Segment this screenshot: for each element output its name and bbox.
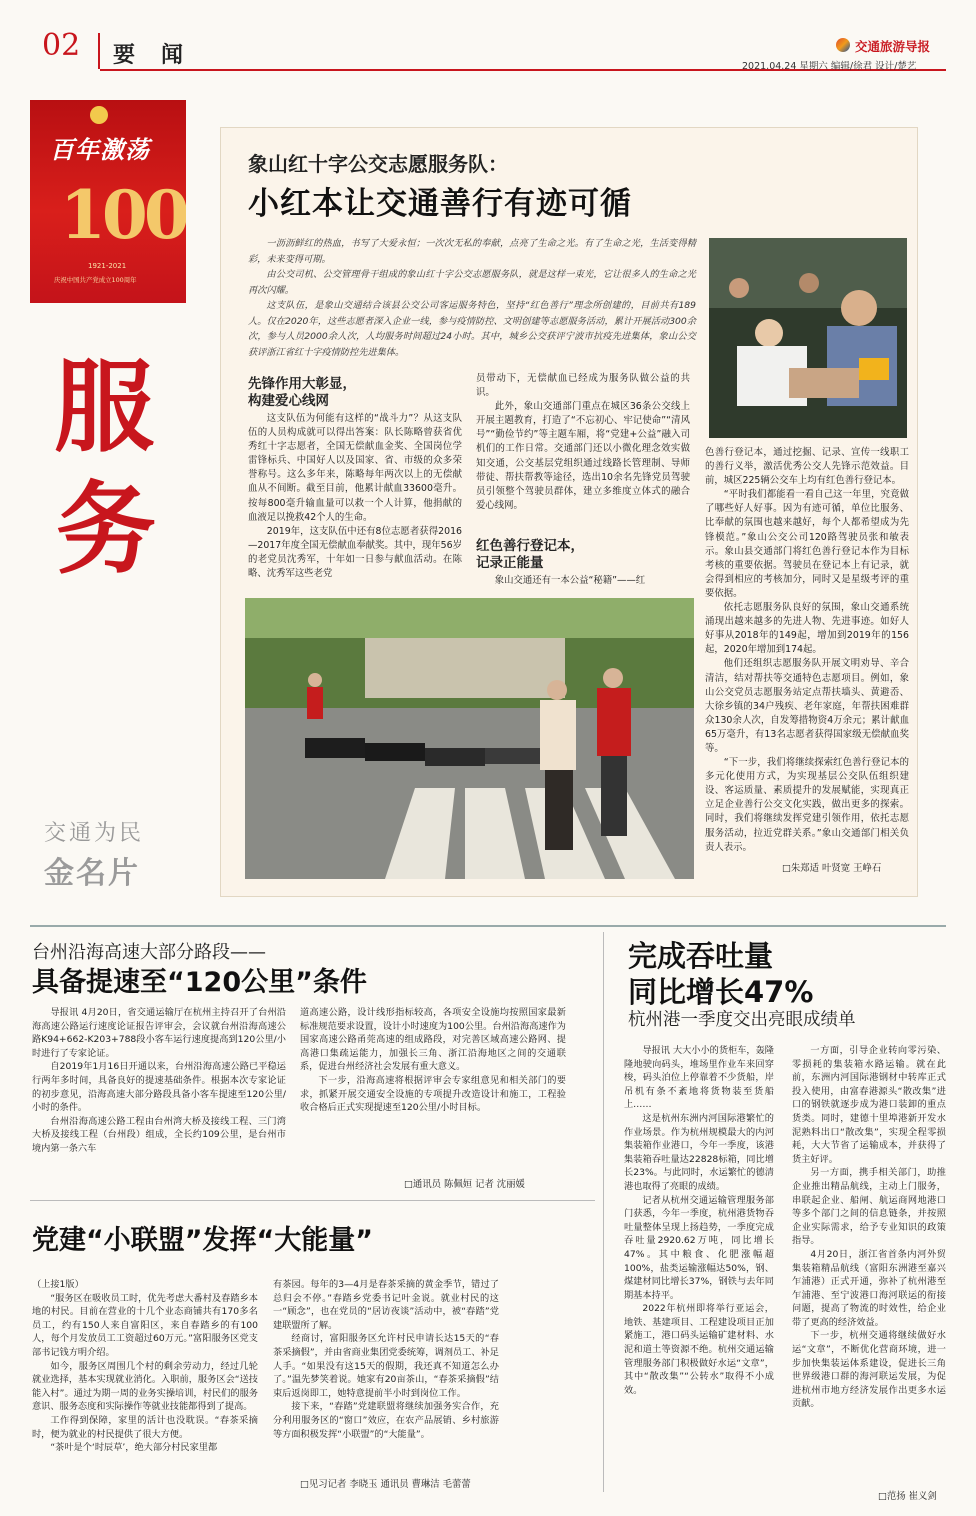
body-paragraph: “下一步，我们将继续探索红色善行登记本的多元化使用方式，为实现基层公交队伍组织建设、客运质量、素质提升的发展赋能，实现真正立足企业善行公交文化实践，做出更多的探索。同时，我们将继续发挥党建引领作用，依托志愿服务活动，拉近党群关系。”象山交通部门相关负责人表示。 xyxy=(705,757,909,853)
article3-column-2 xyxy=(273,1278,499,1441)
subhead-line: 记录正能量 xyxy=(476,555,544,571)
body-paragraph: 此外，象山交通部门重点在城区36条公交线上开展主题教育，打造了“不忘初心、牢记使命”“清风号”“勤俭节约”等主题车厢，将“党建+公益”融入司机们的工作日常。交通部门还以小微化理念效实做知交通，公交基层党组织通过线路长管理制、导师带徒、帮扶帮教等途径，选出10余名先锋党员驾驶员引领整个驾驶员群体，建立多维度立体式的融合爱心线网。 xyxy=(476,401,690,511)
photo-blood-donation xyxy=(709,238,907,438)
body-paragraph: 下一步，杭州交通将继续做好水运“文章”，不断优化营商环境，进一步加快集装运体系建设，促进长三角世界级港口群的海河联运发展，为促进杭州市地方经济发展作出更多水运贡献。 xyxy=(792,1330,946,1410)
body-paragraph: 另一方面，携手相关部门，助推企业推出精品航线，主动上门服务，串联起企业、船闸、航运商网地港口等多个部门之间的信息链条，并按照企业实际需求，给予专业知识的政策指导。 xyxy=(792,1167,946,1247)
body-paragraph: 2022年杭州即将举行亚运会，地铁、基建项目、工程建设项目正加紧施工，港口码头运输矿建材料、水泥和道土等资源不绝。杭州交通运输管理服务部门积极做好水运“文章”，其中“散改集”“公转水”取得不小成效。 xyxy=(624,1303,774,1396)
banner-caption: 庆祝中国共产党成立100周年 xyxy=(54,276,137,284)
body-paragraph: 道高速公路，设计线形指标较高，各项安全设施均按照国家最新标准规范要求设置，设计小时速度为100公里。台州沿海高速作为国家高速公路甬莞高速的组成路段，对完善区域高速公路网、提高港口集疏运能力，加强长三角、浙江沿海地区之间的交通联系，促进台州经济社会发展有重大意义。 xyxy=(300,1007,566,1073)
feature-byline: □朱郑适 叶贤宽 王峥石 xyxy=(782,863,882,874)
article4-byline: □范扬 崔义剑 xyxy=(878,1491,937,1502)
article-divider xyxy=(30,1200,595,1201)
dateline: 2021.04.24 星期六 编辑/徐君 设计/楚艺 xyxy=(742,61,917,72)
feature-lead xyxy=(248,236,696,360)
article2-column-1 xyxy=(32,1006,286,1156)
banner-number-100: 100 xyxy=(60,176,186,254)
body-paragraph: 色善行登记本，通过挖掘、记录、宣传一线职工的善行义举，激活优秀公交人先锋示范效益。目前，城区225辆公交车上均有红色善行登记本。 xyxy=(705,447,909,487)
feature-headline: 小红本让交通善行有迹可循 xyxy=(248,186,632,222)
section-title: 要 闻 xyxy=(113,43,186,68)
body-paragraph: “服务区在吸收员工时，优先考虑大番村及春踏乡本地的村民。目前在营业的十几个业态商铺共有170多名员工，约有150人来自富阳区，来自春踏乡的有100人，每个月发放员工工资超过60万元。”富阳服务区党支部书记钱方明介绍。 xyxy=(32,1292,258,1358)
column-tag-line-2: 金名片 xyxy=(44,856,140,891)
body-paragraph: 工作得到保障，家里的活计也没耽误。“春茶采摘时，便为就业的村民提供了很大方便。 xyxy=(32,1414,258,1440)
brand-name: 交通旅游导报 xyxy=(855,39,931,54)
body-paragraph: 员带动下，无偿献血已经成为服务队做公益的共识。 xyxy=(476,373,690,399)
body-paragraph: 2019年，这支队伍中还有8位志愿者获得2016—2017年度全国无偿献血奉献奖。其中，现年56岁的老党员沈秀军，十年如一日参与献血活动。在陈略、沈秀军这些老党 xyxy=(248,525,462,580)
body-paragraph: 依托志愿服务队良好的氛围，象山交通系统涌现出越来越多的先进人物、先进事迹。如好人好事从2018年的149起，增加到2019年的156起，2020年增加到174起。 xyxy=(705,602,909,656)
feature-subhead-2 xyxy=(476,538,584,572)
article4-subhead: 杭州港一季度交出亮眼成绩单 xyxy=(628,1010,856,1030)
lead-paragraph: 一沥沥鲜红的热血，书写了大爱永恒；一次次无私的奉献，点亮了生命之光。有了生命之光，生活变得精彩，未来变得可期。 xyxy=(248,238,696,265)
feature-subhead-1 xyxy=(248,376,356,410)
body-paragraph: 有茶园。每年的3—4月是春茶采摘的黄金季节，错过了总归会不停。”春踏乡党委书记叶金说。就业村民的这一“顾念”，也在党员的“居访夜谈”活动中，被“春踏”党建联盟所了解。 xyxy=(273,1279,499,1331)
headline-line: 同比增长47% xyxy=(628,975,814,1009)
article4-headline xyxy=(628,938,813,1010)
masthead-divider xyxy=(98,33,100,69)
article3-column-1 xyxy=(32,1278,258,1455)
lead-paragraph: 由公交司机、公交管理骨干组成的象山红十字公交志愿服务队，就是这样一束光，它让很多人的生命之光再次闪耀。 xyxy=(248,269,696,296)
crosswalk-illustration xyxy=(245,598,694,879)
body-paragraph: 导报讯 4月20日，省交通运输厅在杭州主持召开了台州沿海高速公路运行速度论证报告评审会，会议就台州沿海高速公路K94+662-K203+788段小客车运行速度提高到120公里/小时进行了专家论证。 xyxy=(32,1007,286,1059)
article3-headline: 党建“小联盟”发挥“大能量” xyxy=(32,1225,373,1256)
body-paragraph: 经商讨，富阳服务区允许村民申请长达15天的“春茶采摘假”，并由省商业集团党委统筹，调剂员工、补足人手。“如果没有这15天的假期，我还真不知道怎么办了。”温先梦笑着说。她家有20亩茶山，“春茶采摘假”结束后返岗即工，她特意提前半小时到岗位工作。 xyxy=(273,1333,499,1399)
body-paragraph: 这支队伍为何能有这样的“战斗力”？从这支队伍的人员构成就可以得出答案：队长陈略曾获省优秀红十字志愿者，全国无偿献血金奖、全国岗位学雷锋标兵、中国好人以及国家、省、市级的众多荣誉称号。这么多年来，陈略每年两次以上的无偿献血从不间断。截至目前，他累计献血33600毫升。按每800毫升输血量可以救一个人计算，他捐献的血液足以挽救42个人的生命。 xyxy=(248,413,462,523)
column-divider xyxy=(603,932,604,1492)
body-paragraph: 导报讯 大大小小的货柜车，轰隆隆地驶向码头，堆场里作业车来回穿梭，码头泊位上停靠着不少货船，岸吊机有条不紊地将货物装至货船上…… xyxy=(624,1045,774,1111)
body-paragraph: 象山交通还有一本公益“秘籍”——红 xyxy=(494,575,646,586)
body-paragraph: （上接1版） xyxy=(32,1279,84,1290)
brand-logo xyxy=(836,36,946,56)
page-number: 02 xyxy=(42,28,81,63)
body-paragraph: 这是杭州东洲内河国际港繁忙的作业场景。作为杭州规模最大的内河集装箱作业港口，今年一季度，该港集装箱吞吐量达22828标箱，同比增长23%。与此同时，水运繁忙的德清港也取得了亮眼的成绩。 xyxy=(624,1112,774,1192)
body-paragraph: 他们还组织志愿服务队开展文明劝导、辛合清洁，结对帮扶等交通特色志愿项目。例如，象山公交党员志愿服务站定点帮扶墙头、黄避岙、大徐乡镇的34户残疾、老年家庭，年帮扶困难群众130余人次，自发筹措物资4万余元；累计献血65万毫升，有13名志愿者获得国家级无偿献血奖等。 xyxy=(705,658,909,754)
page-masthead xyxy=(0,0,976,70)
feature-kicker: 象山红十字公交志愿服务队： xyxy=(248,152,508,176)
subhead-line: 构建爱心线网 xyxy=(248,393,329,409)
photo-crosswalk xyxy=(245,598,694,879)
article4-column-1 xyxy=(624,1044,774,1397)
body-paragraph: “平时我们都能看一看自己这一年里，究竟做了哪些好人好事。因为有迹可循，单位比服务、比奉献的氛围也越来越好，每个人都希望成为先锋模范。”象山公交公司120路驾驶员张和敏表示。象山县交通部门将红色善行登记本作为目标考核的重要依据。驾驶员在登记本上有记录，就会得到相应的考核加分，同时又是星级考评的重要依据。 xyxy=(705,489,909,599)
lead-paragraph: 这支队伍，是象山交通结合该县公交公司客运服务特色，坚持“红色善行”理念所创建的，目前共有189人。仅在2020年，这些志愿者深入企业一线，参与疫情防控、文明创建等志愿服务活动，累计开展活动300余次，参与人员2000余人次，人均服务时间超过24小时。其中，城乡公交获评宁波市抗疫先进集体，象山公交获评浙江省红十字疫情防控先进集体。 xyxy=(248,300,696,358)
article3-byline: □见习记者 李晓玉 通讯员 曹琳洁 毛蕾蕾 xyxy=(300,1479,471,1490)
banner-years: 1921-2021 xyxy=(88,262,127,270)
body-paragraph: 如今，服务区周围几个村的剩余劳动力，经过几轮就业选择，基本实现就业消化。入职前，服务区会“送技能入村”。通过为期一周的业务实操培训，村民们的服务意识、服务态度和实际操作等就业技能都得到了提高。 xyxy=(32,1360,258,1413)
headline-line: 完成吞吐量 xyxy=(628,939,774,973)
body-paragraph: 自2019年1月16日开通以来，台州沿海高速公路已平稳运行两年多时间，具备良好的提速基础条件。根据本次专家论证的初步意见，沿海高速大部分路段具备小客车提速至120公里/小时的条件。 xyxy=(32,1061,286,1114)
service-char-1: 服 xyxy=(54,348,154,466)
section-divider xyxy=(30,925,946,927)
feature-column-2b xyxy=(476,574,690,588)
subhead-line: 先锋作用大彰显， xyxy=(248,376,356,392)
feature-column-3 xyxy=(705,446,909,855)
column-tag-line-1: 交通为民 xyxy=(44,821,145,846)
body-paragraph: 4月20日，浙江省首条内河外贸集装箱精品航线（富阳东洲港至嘉兴乍浦港）正式开通，弥补了杭州港至乍浦港、至宁波港口海河联运的衔接问题，提高了物流的时效性，给企业带了更高的经济效益。 xyxy=(792,1248,946,1328)
feature-column-2 xyxy=(476,372,690,513)
article4-column-2 xyxy=(792,1044,946,1411)
body-paragraph: 一方面，引导企业转向零污染、零损耗的集装箱水路运输。就在此前，东洲内河国际港钢材中转库正式投入使用，由富春港源头“散改集”进口的钢铁就逐步成为港口装卸的重点货类。同时，建德十里埠港新开发水泥熟料出口“散改集”，实现全程零损耗，大大节省了运输成本，并获得了货主好评。 xyxy=(792,1045,946,1165)
body-paragraph: “茶叶是个‘时辰草’，绝大部分村民家里都 xyxy=(50,1442,218,1454)
subhead-line: 红色善行登记本， xyxy=(476,538,584,554)
article2-kicker: 台州沿海高速大部分路段—— xyxy=(32,942,266,963)
feature-column-1 xyxy=(248,412,462,581)
service-char-2: 务 xyxy=(56,470,156,588)
article2-column-2 xyxy=(300,1006,566,1115)
article2-headline: 具备提速至“120公里”条件 xyxy=(32,967,367,998)
anniversary-banner xyxy=(30,100,186,303)
body-paragraph: 接下来，“春踏”党建联盟将继续加强务实合作，充分利用服务区的“窗口”效应，在农产品展销、乡村旅游等方面积极发挥“小联盟”的“大能量”。 xyxy=(273,1401,499,1440)
party-emblem-icon xyxy=(90,106,108,124)
body-paragraph: 台州沿海高速公路工程由台州湾大桥及接线工程、三门湾大桥及接线工程（台州段）组成，全长约109公里，是台州市境内第一条六车 xyxy=(32,1115,286,1154)
body-paragraph: 记者从杭州交通运输管理服务部门获悉，今年一季度，杭州港货物吞吐量整体呈现上扬趋势，一季度完成吞吐量2920.62万吨，同比增长47%。其中粮食、化肥涨幅超100%，盐类运输涨幅达50%，钢、煤建材同比增长37%，钢铁与去年同期基本持平。 xyxy=(624,1194,774,1301)
blood-donation-illustration xyxy=(709,238,907,438)
article2-byline: □通讯员 陈佩姮 记者 沈丽媛 xyxy=(404,1179,525,1190)
banner-slogan: 百年激荡 xyxy=(50,135,150,164)
body-paragraph: 下一步，沿海高速将根据评审会专家组意见和相关部门的要求，抓紧开展交通安全设施的专项提升改造设计和施工，工程验收合格后正式实现提速至120公里/小时目标。 xyxy=(300,1074,566,1114)
brand-swirl-icon xyxy=(836,38,850,52)
